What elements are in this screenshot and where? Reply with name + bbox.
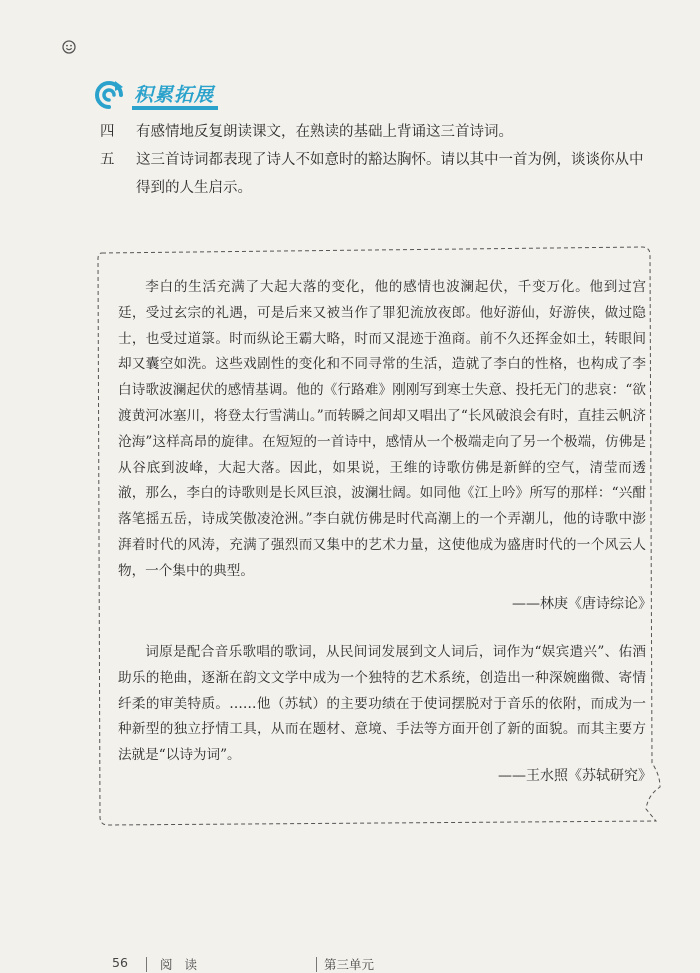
footer-unit-label: 第三单元 bbox=[324, 957, 375, 972]
section-header bbox=[92, 74, 242, 118]
exercise-4 bbox=[100, 118, 660, 146]
footer-section-label: 阅 读 bbox=[160, 957, 201, 972]
excerpt-paragraph: 词原是配合音乐歌唱的歌词，从民间词发展到文人词后，词作为“娱宾遣兴”、佑酒助乐的艳曲，逐渐在韵文文学中成为一个独特的艺术系统，创造出一种深婉幽微、寄情纤柔的审美特质。……他（苏轼）的主要功绩在于使词摆脱对于音乐的依附，而成为一种新型的独立抒情工具，从而在题材、意境、手法等方面开创了新的面貌。而其主要方法就是“以诗为词”。 bbox=[118, 644, 646, 764]
footer-divider bbox=[146, 957, 147, 972]
spiral-arrow-icon bbox=[92, 78, 126, 112]
excerpt-source: ——林庚《唐诗综论》 bbox=[512, 596, 652, 612]
footer-divider bbox=[316, 957, 317, 972]
exercise-number: 五 bbox=[100, 152, 115, 168]
excerpt-paragraph: 李白的生活充满了大起大落的变化，他的感情也波澜起伏，千变万化。他到过宫廷，受过玄宗的礼遇，可是后来又被当作了罪犯流放夜郎。他好游仙，好游侠，做过隐士，也受过道箓。时而纵论王霸大略，时而又混迹于渔商。前不久还挥金如土，转眼间却又囊空如洗。这些戏剧性的变化和不同寻常的生活，造就了李白的性格，也构成了李白诗歌波澜起伏的感情基调。他的《行路难》刚刚写到寒士失意、投托无门的悲哀：“欲渡黄河冰塞川，将登太行雪满山。”而转瞬之间却又唱出了“长风破浪会有时，直挂云帆济沧海”这样高昂的旋律。在短短的一首诗中，感情从一个极端走向了另一个极端，仿佛是从谷底到波峰，大起大落。因此，如果说，王维的诗歌仿佛是新鲜的空气，清莹而透澈，那么，李白的诗歌则是长风巨浪，波澜壮阔。如同他《江上吟》所写的那样：“兴酣落笔摇五岳，诗成笑傲凌沧洲。”李白就仿佛是时代高潮上的一个弄潮儿，他的诗歌中澎湃着时代的风涛，充满了强烈而又集中的艺术力量，这使他成为盛唐时代的一个风云人物，一个集中的典型。 bbox=[118, 279, 646, 579]
smiley-icon bbox=[62, 40, 76, 54]
exercise-number: 四 bbox=[100, 124, 115, 140]
excerpt-source: ——王水照《苏轼研究》 bbox=[498, 768, 652, 784]
page-number: 56 bbox=[112, 955, 128, 970]
section-title: 积累拓展 bbox=[134, 84, 215, 106]
exercise-text: 这三首诗词都表现了诗人不如意时的豁达胸怀。请以其中一首为例，谈谈你从中得到的人生启示。 bbox=[136, 152, 644, 196]
exercise-text: 有感情地反复朗读课文，在熟读的基础上背诵这三首诗词。 bbox=[136, 124, 513, 140]
reading-excerpt-box bbox=[94, 243, 666, 829]
exercise-5 bbox=[100, 146, 660, 206]
title-underline bbox=[132, 106, 218, 110]
